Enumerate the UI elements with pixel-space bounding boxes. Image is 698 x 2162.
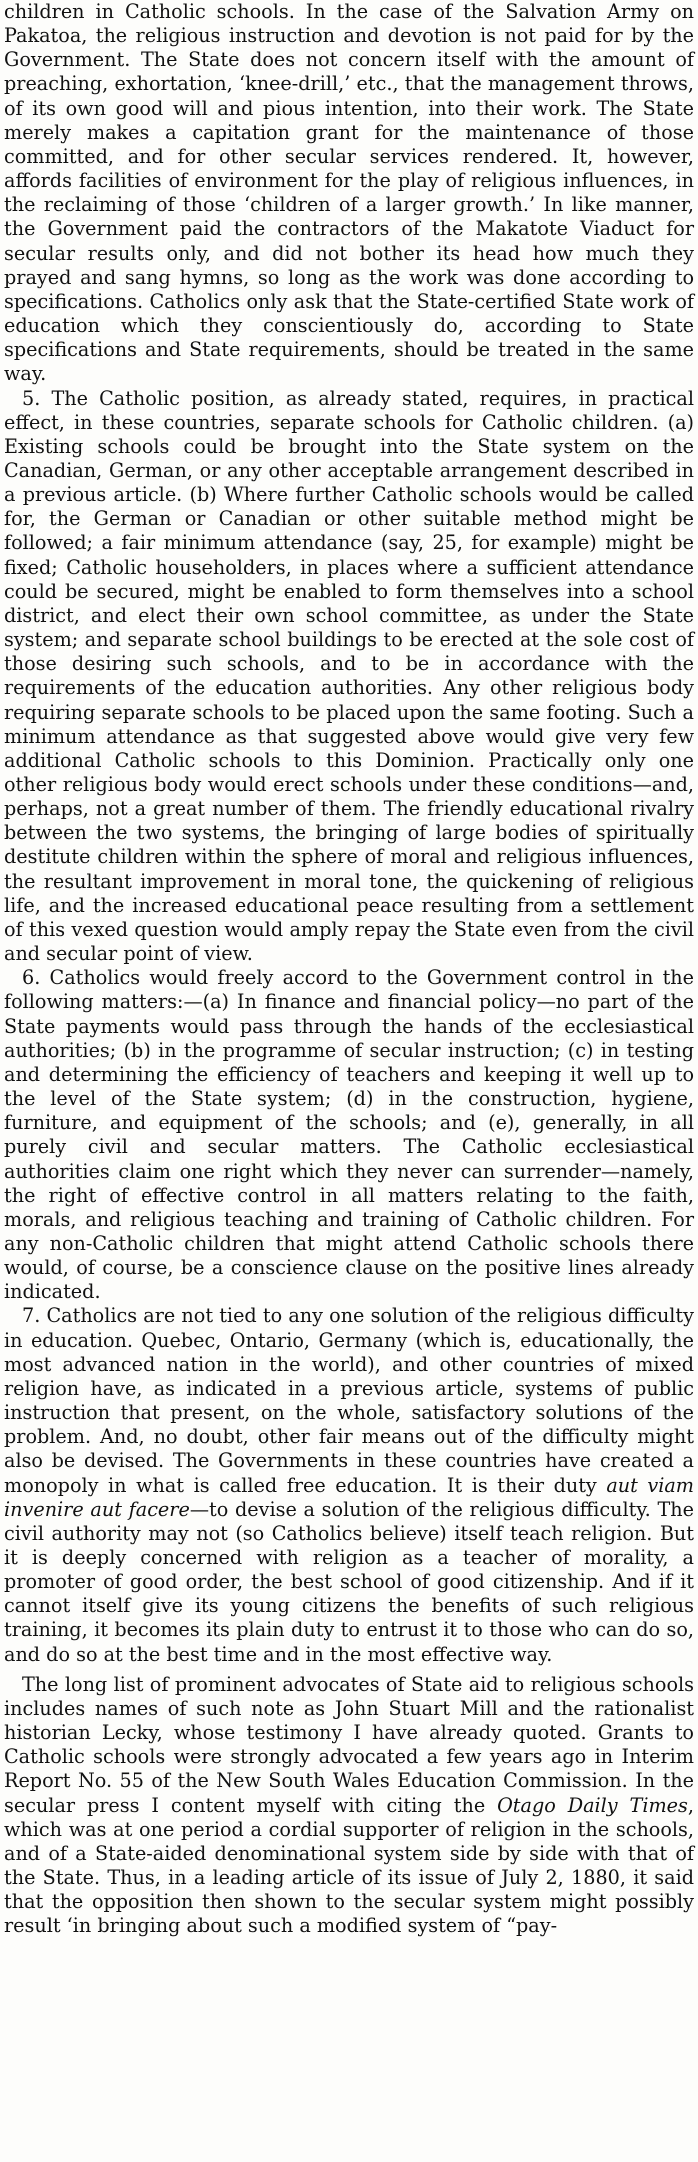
paragraph-intro-text: children in Catholic schools. In the case of the Salvation Army on Pakatoa, the religious instruction and devotion is not paid for by the Government. The State does not concern itself with the amount of preaching, exhortation, ‘knee-drill,’ etc., that the management throws, of its own good will and pious intention, into their work. The State merely makes a capitation grant for the maintenance of those committed, and for other secular services rendered. It, however, affords facilities of environment for the play of religious influences, in the reclaiming of those ‘children of a larger growth.’ In like manner, the Government paid the contractors of the Makatote Viaduct for secular results only, and did not bother its head how much they prayed and sang hymns, so long as the work was done according to specifications. Catholics only ask that the State-certified State work of education which they conscientiously do, according to State specifications and State requirements, should be treated in the same way. xyxy=(4,0,694,386)
paragraph-state-aid-text-b: , which was at one period a cordial supporter of religion in the schools, and of a State-aided denominational system side by side with that of the State. Thus, in a leading article of its issue of July 2, 1880, it said that the opposition then shown to the secular system might possibly result ‘in bringing about such a modified system of “pay- xyxy=(4,1793,694,1938)
paragraph-point-7-text-a: 7. Catholics are not tied to any one solution of the religious difficulty in education. Quebec, Ontario, Germany (which is, educationally, the most advanced nation in the world), and other countries of mixed religion have, as indicated in a previous article, systems of public instruction that present, on the whole, satisfactory solutions of the problem. And, no doubt, other fair means out of the difficulty might also be devised. The Governments in these countries have created a monopoly in what is called free education. It is their duty xyxy=(4,1304,694,1497)
paragraph-intro xyxy=(4,0,694,387)
paragraph-point-6-text: 6. Catholics would freely accord to the Government control in the following matters:—(a) In finance and financial policy—no part of the State payments would pass through the hands of the ecclesiastical authorities; (b) in the programme of secular instruction; (c) in testing and determining the efficiency of teachers and keeping it well up to the level of the State system; (d) in the construction, hygiene, furniture, and equipment of the schools; and (e), generally, in all purely civil and secular matters. The Catholic ecclesiastical authorities claim one right which they never can surrender—namely, the right of effective control in all matters relating to the faith, morals, and religious teaching and training of Catholic children. For any non-Catholic children that might attend Catholic schools there would, of course, be a conscience clause on the positive lines already indicated. xyxy=(4,966,694,1304)
paragraph-point-7 xyxy=(4,1304,694,1666)
latin-phrase: aut viam invenire aut facere xyxy=(4,1473,695,1521)
paragraph-state-aid-advocates xyxy=(4,1673,694,1939)
paragraph-point-5 xyxy=(4,387,694,967)
paragraph-point-5-text: 5. The Catholic position, as already stated, requires, in practical effect, in these countries, separate schools for Catholic children. (a) Existing schools could be brought into the State system on the Canadian, German, or any other acceptable arrangement described in a previous article. (b) Where further Catholic schools would be called for, the German or Canadian or other suitable method might be followed; a fair minimum attendance (say, 25, for example) might be fixed; Catholic householders, in places where a sufficient attendance could be secured, might be enabled to form themselves into a school district, and elect their own school committee, as under the State system; and separate school buildings to be erected at the sole cost of those desiring such schools, and to be in accordance with the requirements of the education authorities. Any other religious body requiring separate schools to be placed upon the same footing. Such a minimum attendance as that suggested above would give very few additional Catholic schools to this Dominion. Practically only one other religious body would erect schools under these conditions—and, perhaps, not a great number of them. The friendly educational rivalry between the two systems, the bringing of large bodies of spiritually destitute children within the sphere of moral and religious influences, the resultant improvement in moral tone, the quickening of religious life, and the increased educational peace resulting from a settlement of this vexed question would amply repay the State even from the civil and secular point of view. xyxy=(4,386,694,966)
paragraph-state-aid-text-a: The long list of prominent advocates of State aid to religious schools includes names of such note as John Stuart Mill and the rationalist historian Lecky, whose testimony I have already quoted. Grants to Catholic schools were strongly advocated a few years ago in Interim Report No. 55 of the New South Wales Education Commission. In the secular press I content myself with citing the xyxy=(4,1672,694,1817)
paragraph-point-6 xyxy=(4,966,694,1304)
paragraph-point-7-text-b: —to devise a solution of the religious difficulty. The civil authority may not (so Catholics believe) itself teach religion. But it is deeply concerned with religion as a teacher of morality, a promoter of good order, the best school of good citizenship. And if it cannot itself give its young citizens the benefits of such religious training, it becomes its plain duty to entrust it to those who can do so, and do so at the best time and in the most effective way. xyxy=(4,1497,694,1666)
newspaper-title-otago-daily-times: Otago Daily Times xyxy=(497,1793,688,1817)
